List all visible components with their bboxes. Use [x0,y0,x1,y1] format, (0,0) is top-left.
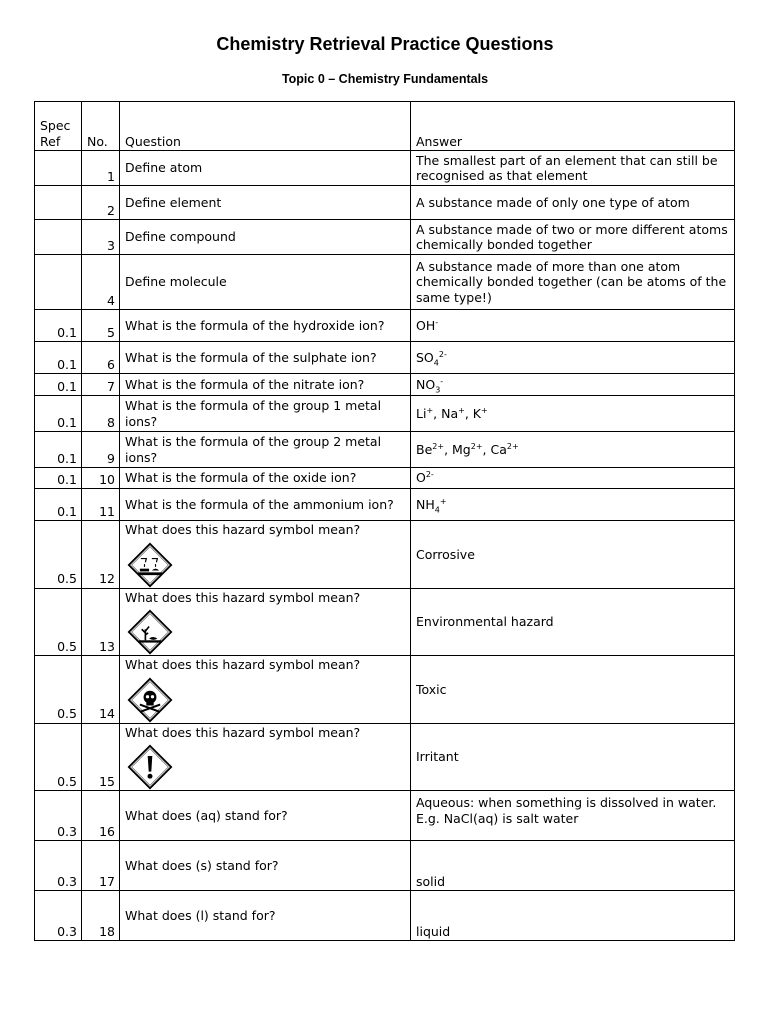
spec-ref-cell: 0.3 [35,841,82,891]
spec-ref-cell [35,220,82,255]
answer-cell: $SO_4^{2-}$ [411,342,735,374]
question-cell [120,588,411,656]
question-cell [120,656,411,724]
corrosive-hazard-icon [127,542,173,588]
answer-cell: solid [411,841,735,891]
answer-cell: A substance made of only one type of atom [411,186,735,220]
number-cell: 4 [82,255,120,310]
answer-cell: $O^{2-}$ [411,468,735,489]
spec-ref-cell: 0.1 [35,310,82,342]
number-cell: 16 [82,791,120,841]
question-cell: Define molecule [120,255,411,310]
spec-ref-cell: 0.1 [35,489,82,521]
header-answer: Answer [411,102,735,151]
answer-cell: $NO_3^-$ [411,374,735,396]
question-cell: What is the formula of the group 1 metal ions? [120,396,411,432]
number-cell: 14 [82,656,120,724]
table-header-row [35,102,735,151]
number-cell: 1 [82,151,120,186]
question-cell: What is the formula of the oxide ion? [120,468,411,489]
table-row [35,342,735,374]
table-row [35,310,735,342]
header-spec-ref: Spec Ref [35,102,82,151]
spec-ref-cell: 0.5 [35,588,82,656]
table-row [35,186,735,220]
toxic-hazard-icon [127,677,173,723]
number-cell: 7 [82,374,120,396]
answer-cell: Environmental hazard [411,588,735,656]
table-row [35,723,735,791]
question-text: What does this hazard symbol mean? [125,589,361,605]
table-row [35,656,735,724]
table-row [35,791,735,841]
page-title: Chemistry Retrieval Practice Questions [216,34,554,54]
table-row [35,841,735,891]
answer-cell: Irritant [411,723,735,791]
question-cell: What does (s) stand for? [120,841,411,891]
answer-cell: Li+, Na+, K+ [411,396,735,432]
number-cell: 2 [82,186,120,220]
number-cell: 11 [82,489,120,521]
question-cell: Define atom [120,151,411,186]
spec-ref-cell [35,255,82,310]
question-text: What does this hazard symbol mean? [125,657,361,672]
answer-cell: Aqueous: when something is dissolved in water. E.g. NaCl(aq) is salt water [411,791,735,841]
table-row [35,220,735,255]
question-cell: What is the formula of the sulphate ion? [120,342,411,374]
answer-cell: Toxic [411,656,735,724]
spec-ref-cell: 0.5 [35,656,82,724]
table-row [35,396,735,432]
header-question: Question [120,102,411,151]
irritant-hazard-icon [127,744,173,790]
spec-ref-cell: 0.1 [35,468,82,489]
spec-ref-cell: 0.3 [35,891,82,941]
page-subtitle: Topic 0 – Chemistry Fundamentals [281,72,489,86]
answer-cell: Corrosive [411,521,735,589]
answer-cell: The smallest part of an element that can still be recognised as that element [411,151,735,186]
question-cell: What is the formula of the hydroxide ion? [120,310,411,342]
header-no: No. [82,102,120,151]
spec-ref-cell [35,151,82,186]
number-cell: 9 [82,432,120,468]
number-cell: 5 [82,310,120,342]
table-row [35,521,735,589]
table-row [35,468,735,489]
number-cell: 6 [82,342,120,374]
number-cell: 17 [82,841,120,891]
table-row [35,151,735,186]
spec-ref-cell: 0.1 [35,374,82,396]
answer-cell: liquid [411,891,735,941]
question-cell: Define compound [120,220,411,255]
answer-cell: $Be^{2+}$, $Mg^{2+}$, $Ca^{2+}$ [411,432,735,468]
number-cell: 15 [82,723,120,791]
environmental-hazard-icon [127,609,173,655]
number-cell: 18 [82,891,120,941]
number-cell: 12 [82,521,120,589]
question-cell: What is the formula of the group 2 metal ions? [120,432,411,468]
table-row [35,588,735,656]
answer-cell: OH- [411,310,735,342]
question-text: What does this hazard symbol mean? [125,724,361,740]
spec-ref-cell: 0.1 [35,342,82,374]
question-cell: What does (aq) stand for? [120,791,411,841]
answer-cell: $NH_4^+$ [411,489,735,521]
spec-ref-cell [35,186,82,220]
number-cell: 3 [82,220,120,255]
question-cell [120,723,411,791]
table-row [35,489,735,521]
number-cell: 10 [82,468,120,489]
table-row [35,432,735,468]
table-row [35,891,735,941]
spec-ref-cell: 0.5 [35,521,82,589]
question-text: What does this hazard symbol mean? [125,522,361,537]
number-cell: 8 [82,396,120,432]
answer-cell: A substance made of two or more different atoms chemically bonded together [411,220,735,255]
spec-ref-cell: 0.5 [35,723,82,791]
number-cell: 13 [82,588,120,656]
spec-ref-cell: 0.1 [35,432,82,468]
questions-table [34,101,735,941]
question-cell: What does (l) stand for? [120,891,411,941]
question-cell: What is the formula of the ammonium ion? [120,489,411,521]
table-row [35,374,735,396]
question-cell: What is the formula of the nitrate ion? [120,374,411,396]
answer-cell: A substance made of more than one atom chemically bonded together (can be atoms of the same type!) [411,255,735,310]
spec-ref-cell: 0.1 [35,396,82,432]
question-cell: Define element [120,186,411,220]
spec-ref-cell: 0.3 [35,791,82,841]
question-cell [120,521,411,589]
table-row [35,255,735,310]
